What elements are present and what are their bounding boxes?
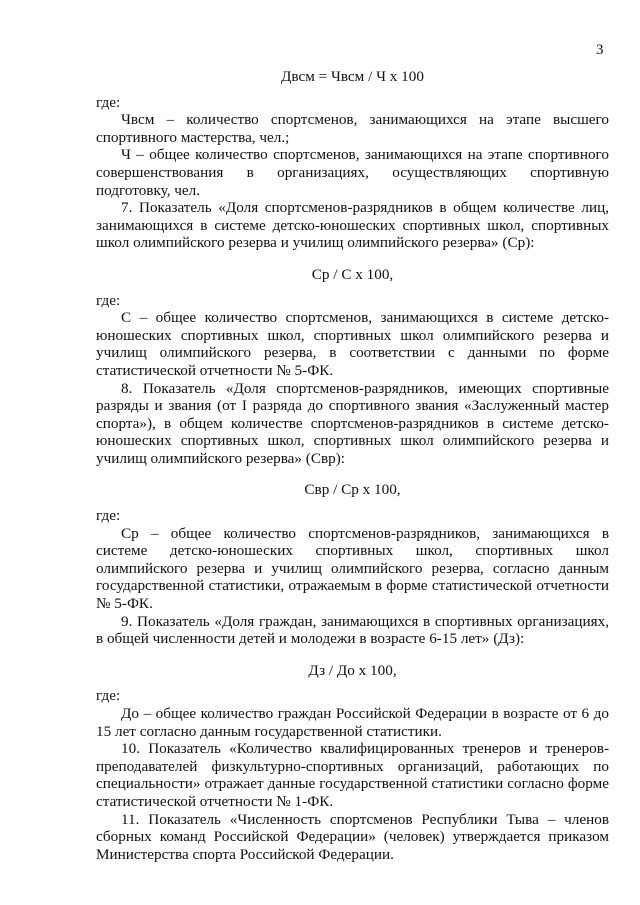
paragraph: С – общее количество спортсменов, занимающихся в системе детско-юношеских спортивных школ, спортивных школ олимпийского резерва и училищ олимпийского резерва, в соответствии с данными по форме статистической отчетности № 5-ФК. — [96, 309, 609, 379]
where-label: где: — [96, 291, 121, 309]
formula: Свр / Ср х 100, — [304, 481, 401, 499]
paragraph: Ч – общее количество спортсменов, занимающихся на этапе спортивного совершенствования в организациях, осуществляющих спортивную подготовку, чел. — [96, 146, 609, 199]
spacer — [96, 252, 609, 266]
paragraph: 9. Показатель «Доля граждан, занимающихся в спортивных организациях, в общей численности детей и молодежи в возрасте 6-15 лет» (Дз): — [96, 612, 609, 648]
spacer — [96, 648, 609, 662]
paragraph: Чвсм – количество спортсменов, занимающихся на этапе высшего спортивного мастерства, чел.; — [96, 111, 609, 146]
where-label: где: — [96, 687, 121, 705]
formula: Ср / С х 100, — [311, 265, 394, 283]
where-label: где: — [96, 507, 121, 525]
spacer — [96, 86, 609, 94]
formula: Двсм = Чвсм / Ч х 100 — [281, 68, 424, 85]
spacer — [96, 499, 609, 507]
paragraph: 8. Показатель «Доля спортсменов-разрядников, имеющих спортивные разряды и звания (от I разряда до спортивного звания «Заслуженный мастер спорта»), в общем количестве спортсменов-разрядников в системе детско-юношеских спортивных школ, спортивных школ олимпийского резерва и училищ олимпийского резерва» (Свр): — [96, 379, 609, 467]
paragraph: 11. Показатель «Численность спортсменов Республики Тыва – членов сборных команд Российской Федерации» (человек) утверждается приказом Министерства спорта Российской Федерации. — [96, 810, 609, 863]
document-body — [96, 68, 609, 863]
paragraph: 10. Показатель «Количество квалифицированных тренеров и тренеров-преподавателей физкультурно-спортивных организаций, работающих по специальности» отражает данные государственной статистики согласно форме статистической отчетности № 1-ФК. — [96, 740, 609, 810]
spacer — [96, 679, 609, 687]
paragraph: Ср – общее количество спортсменов-разрядников, занимающихся в системе детско-юношеских спортивных школ, спортивных школ олимпийского резерва и училищ олимпийского резерва, согласно данным государственной статистики, отражаемым в форме статистической отчетности № 5-ФК. — [96, 524, 609, 613]
paragraph: До – общее количество граждан Российской Федерации в возрасте от 6 до 15 лет согласно данным государственной статистики. — [96, 705, 609, 740]
page-number: 3 — [596, 42, 604, 58]
spacer — [96, 284, 609, 292]
where-label: где: — [96, 93, 121, 111]
spacer — [96, 467, 609, 481]
paragraph: 7. Показатель «Доля спортсменов-разрядников в общем количестве лиц, занимающихся в системе детско-юношеских спортивных школ, спортивных школ олимпийского резерва и училищ олимпийского резерва» (Ср): — [96, 199, 609, 252]
formula: Дз / До х 100, — [308, 661, 397, 679]
